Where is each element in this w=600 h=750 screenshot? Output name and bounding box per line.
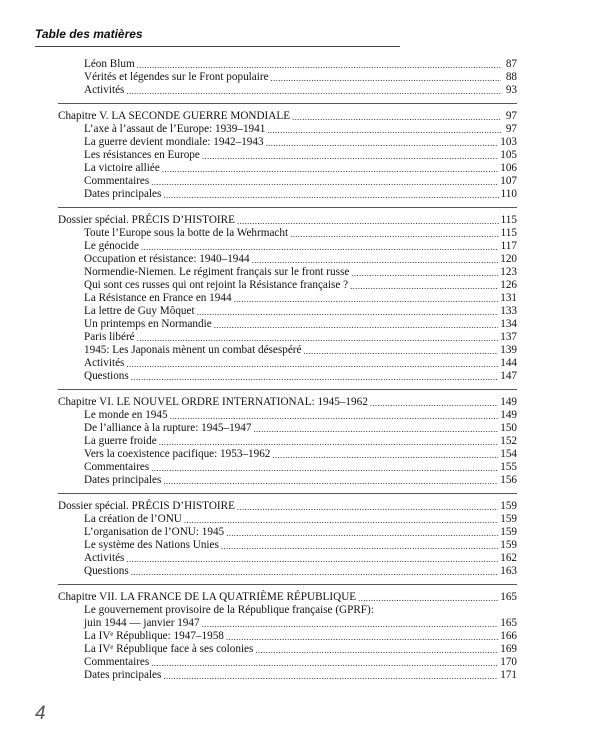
chapter-heading bbox=[58, 500, 517, 513]
toc-entry-page: 147 bbox=[500, 370, 517, 382]
toc-entry-page: 106 bbox=[500, 162, 517, 174]
dot-leader bbox=[358, 593, 498, 604]
dot-leader bbox=[184, 515, 498, 526]
dot-leader bbox=[151, 658, 498, 669]
dot-leader bbox=[131, 372, 498, 383]
toc-entry bbox=[84, 643, 517, 656]
toc-entry bbox=[84, 669, 517, 682]
chapter-heading bbox=[58, 110, 517, 123]
toc-entry bbox=[84, 474, 517, 487]
dot-leader bbox=[237, 502, 498, 513]
toc-entry bbox=[84, 136, 517, 149]
toc-entry bbox=[84, 630, 517, 643]
toc-entry-label: Un printemps en Normandie bbox=[84, 318, 212, 330]
toc-entry-page: 93 bbox=[505, 84, 517, 96]
toc-entry-label: La victoire alliée bbox=[84, 162, 160, 174]
toc-entry bbox=[84, 357, 517, 370]
toc-entry-page: 110 bbox=[500, 188, 517, 200]
toc-entry-label: Questions bbox=[84, 565, 129, 577]
toc-entry bbox=[84, 617, 517, 630]
toc-entry bbox=[84, 279, 517, 292]
dot-leader bbox=[255, 645, 498, 656]
dot-leader bbox=[162, 164, 498, 175]
toc-entry-label: La IVᵉ République face à ses colonies bbox=[84, 643, 254, 655]
toc-entry-label: Dates principales bbox=[84, 188, 162, 200]
dot-leader bbox=[170, 411, 499, 422]
toc-entry-label: Dates principales bbox=[84, 669, 162, 681]
dot-leader bbox=[163, 671, 498, 682]
toc-entry-label: L’organisation de l’ONU: 1945 bbox=[84, 526, 225, 538]
chapter-heading bbox=[58, 591, 517, 604]
dot-leader bbox=[351, 268, 498, 279]
toc-entry-page: 139 bbox=[500, 344, 517, 356]
toc-entry-page: 134 bbox=[500, 318, 517, 330]
running-header: Table des matières bbox=[35, 27, 143, 41]
header-rule bbox=[35, 46, 400, 47]
dot-leader bbox=[126, 86, 501, 97]
toc-entry-page: 133 bbox=[500, 305, 517, 317]
toc-entry-page: 159 bbox=[500, 539, 517, 551]
toc-entry-label: Léon Blum bbox=[84, 58, 135, 70]
toc-entry bbox=[84, 513, 517, 526]
dot-leader bbox=[151, 463, 498, 474]
toc-entry bbox=[84, 565, 517, 578]
toc-entry-label: Le monde en 1945 bbox=[84, 409, 168, 421]
toc-entry-label: La Résistance en France en 1944 bbox=[84, 292, 232, 304]
dot-leader bbox=[253, 424, 498, 435]
toc-entry-page: 159 bbox=[500, 513, 517, 525]
dot-leader bbox=[221, 541, 498, 552]
toc-entry-label: La IVᵉ République: 1947–1958 bbox=[84, 630, 224, 642]
toc-entry-page: 165 bbox=[500, 617, 517, 629]
toc-entry-page: 117 bbox=[500, 240, 517, 252]
chapter-heading-label: Dossier spécial. PRÉCIS D’HISTOIRE bbox=[58, 500, 235, 512]
toc-entry bbox=[84, 526, 517, 539]
dot-leader bbox=[370, 398, 498, 409]
toc-entry bbox=[84, 422, 517, 435]
chapter-heading-page: 159 bbox=[500, 500, 517, 512]
toc-entry-page: 159 bbox=[500, 526, 517, 538]
toc-entry-label: Commentaires bbox=[84, 175, 150, 187]
chapter-heading-page: 115 bbox=[500, 214, 517, 226]
dot-leader bbox=[292, 112, 501, 123]
dot-leader bbox=[226, 528, 498, 539]
toc-entry bbox=[84, 305, 517, 318]
toc-entry-label: Questions bbox=[84, 370, 129, 382]
toc-entry bbox=[84, 435, 517, 448]
dot-leader bbox=[272, 450, 498, 461]
dot-leader bbox=[137, 60, 501, 71]
toc-entry bbox=[84, 292, 517, 305]
toc-entry-page: 166 bbox=[500, 630, 517, 642]
toc-entry-page: 115 bbox=[500, 227, 517, 239]
section-separator bbox=[58, 207, 517, 208]
toc-entry bbox=[84, 370, 517, 383]
toc-entry-page: 107 bbox=[500, 175, 517, 187]
page-number: 4 bbox=[35, 703, 46, 724]
section-separator bbox=[58, 389, 517, 390]
dot-leader bbox=[290, 229, 499, 240]
section-separator bbox=[58, 103, 517, 104]
dot-leader bbox=[214, 320, 499, 331]
toc-entry-page: 154 bbox=[500, 448, 517, 460]
toc-entry bbox=[84, 409, 517, 422]
toc-entry bbox=[84, 344, 517, 357]
dot-leader bbox=[267, 125, 501, 136]
toc-entry bbox=[84, 461, 517, 474]
chapter-heading-page: 97 bbox=[505, 110, 517, 122]
toc-entry-label: Qui sont ces russes qui ont rejoint la Résistance française ? bbox=[84, 279, 349, 291]
toc-entry-label: Vérités et légendes sur le Front populaire bbox=[84, 71, 269, 83]
toc-entry-page: 163 bbox=[500, 565, 517, 577]
chapter-heading-label: Chapitre VII. LA FRANCE DE LA QUATRIÈME RÉPUBLIQUE bbox=[58, 591, 357, 603]
dot-leader bbox=[131, 567, 498, 578]
section-separator bbox=[58, 584, 517, 585]
toc-entry-label: Le système des Nations Unies bbox=[84, 539, 219, 551]
toc-entry-label: Vers la coexistence pacifique: 1953–1962 bbox=[84, 448, 271, 460]
toc-entry bbox=[84, 604, 517, 617]
toc-entry bbox=[84, 84, 517, 97]
toc-entry-label: Activités bbox=[84, 552, 125, 564]
toc-entry bbox=[84, 448, 517, 461]
toc-entry-label: Activités bbox=[84, 357, 125, 369]
toc-entry bbox=[84, 318, 517, 331]
toc-entry-label: Commentaires bbox=[84, 656, 150, 668]
toc-entry bbox=[84, 552, 517, 565]
toc-entry-page: 162 bbox=[500, 552, 517, 564]
toc-entry-label: L’axe à l’assaut de l’Europe: 1939–1941 bbox=[84, 123, 266, 135]
dot-leader bbox=[234, 294, 499, 305]
chapter-heading bbox=[58, 214, 517, 227]
toc-entry-label: Les résistances en Europe bbox=[84, 149, 200, 161]
toc-entry bbox=[84, 123, 517, 136]
chapter-heading-page: 165 bbox=[500, 591, 517, 603]
toc-entry-page: 88 bbox=[505, 71, 517, 83]
toc-entry-page: 97 bbox=[505, 123, 517, 135]
toc-entry-label: Dates principales bbox=[84, 474, 162, 486]
toc-entry-page: 120 bbox=[500, 253, 517, 265]
toc-entry bbox=[84, 188, 517, 201]
dot-leader bbox=[303, 346, 498, 357]
toc-entry-label: La guerre froide bbox=[84, 435, 157, 447]
dot-leader bbox=[226, 632, 498, 643]
dot-leader bbox=[266, 138, 499, 149]
toc-entry-label: De l’alliance à la rupture: 1945–1947 bbox=[84, 422, 252, 434]
toc-entry bbox=[84, 240, 517, 253]
toc-entry bbox=[84, 253, 517, 266]
toc-entry-label: Occupation et résistance: 1940–1944 bbox=[84, 253, 250, 265]
chapter-heading bbox=[58, 396, 517, 409]
chapter-heading-label: Chapitre VI. LE NOUVEL ORDRE INTERNATIONAL: 1945–1962 bbox=[58, 396, 368, 408]
toc-entry bbox=[84, 539, 517, 552]
toc-entry-page: 155 bbox=[500, 461, 517, 473]
toc-entry-page: 150 bbox=[500, 422, 517, 434]
toc-entry-page: 152 bbox=[500, 435, 517, 447]
toc-entry-page: 170 bbox=[500, 656, 517, 668]
toc-entry-label: Normendie-Niemen. Le régiment français sur le front russe bbox=[84, 266, 350, 278]
toc-entry-label: Le gouvernement provisoire de la République française (GPRF): bbox=[84, 604, 374, 616]
toc-entry-page: 105 bbox=[500, 149, 517, 161]
section-separator bbox=[58, 493, 517, 494]
toc-entry-page: 171 bbox=[500, 669, 517, 681]
dot-leader bbox=[163, 190, 498, 201]
dot-leader bbox=[202, 151, 498, 162]
toc-entry bbox=[84, 175, 517, 188]
dot-leader bbox=[126, 359, 498, 370]
toc-entry-page: 126 bbox=[500, 279, 517, 291]
dot-leader bbox=[202, 619, 499, 630]
toc-entry-page: 87 bbox=[505, 58, 517, 70]
toc-entry-page: 131 bbox=[500, 292, 517, 304]
toc-entry-label: 1945: Les Japonais mènent un combat désespéré bbox=[84, 344, 302, 356]
toc-entry-label: La lettre de Guy Môquet bbox=[84, 305, 195, 317]
toc-entry-page: 103 bbox=[500, 136, 517, 148]
toc-entry bbox=[84, 227, 517, 240]
toc-entry-label: Paris libéré bbox=[84, 331, 135, 343]
dot-leader bbox=[163, 476, 498, 487]
dot-leader bbox=[151, 177, 498, 188]
dot-leader bbox=[350, 281, 498, 292]
toc-entry-page: 156 bbox=[500, 474, 517, 486]
toc-entry bbox=[84, 149, 517, 162]
toc-entry-label: Activités bbox=[84, 84, 125, 96]
toc-entry bbox=[84, 266, 517, 279]
toc-entry bbox=[84, 656, 517, 669]
toc-entry-page: 123 bbox=[500, 266, 517, 278]
toc-entry-label: La création de l’ONU bbox=[84, 513, 182, 525]
chapter-heading-label: Dossier spécial. PRÉCIS D’HISTOIRE bbox=[58, 214, 235, 226]
dot-leader bbox=[126, 554, 498, 565]
toc-entry-label: Le génocide bbox=[84, 240, 139, 252]
toc-entry-page: 144 bbox=[500, 357, 517, 369]
dot-leader bbox=[197, 307, 499, 318]
chapter-heading-page: 149 bbox=[500, 396, 517, 408]
dot-leader bbox=[159, 437, 499, 448]
toc-entry-label: Commentaires bbox=[84, 461, 150, 473]
toc-entry bbox=[84, 331, 517, 344]
toc-entry-label: Toute l’Europe sous la botte de la Wehrmacht bbox=[84, 227, 289, 239]
toc-entry-label: juin 1944 — janvier 1947 bbox=[84, 617, 200, 629]
dot-leader bbox=[271, 73, 501, 84]
dot-leader bbox=[252, 255, 499, 266]
dot-leader bbox=[141, 242, 499, 253]
toc-entry bbox=[84, 58, 517, 71]
dot-leader bbox=[237, 216, 499, 227]
toc-entry-page: 169 bbox=[500, 643, 517, 655]
toc-entry-page: 149 bbox=[500, 409, 517, 421]
chapter-heading-label: Chapitre V. LA SECONDE GUERRE MONDIALE bbox=[58, 110, 291, 122]
toc-entry-label: La guerre devient mondiale: 1942–1943 bbox=[84, 136, 264, 148]
toc-entry bbox=[84, 162, 517, 175]
toc-entry bbox=[84, 71, 517, 84]
toc-entry-page: 137 bbox=[500, 331, 517, 343]
dot-leader bbox=[137, 333, 499, 344]
